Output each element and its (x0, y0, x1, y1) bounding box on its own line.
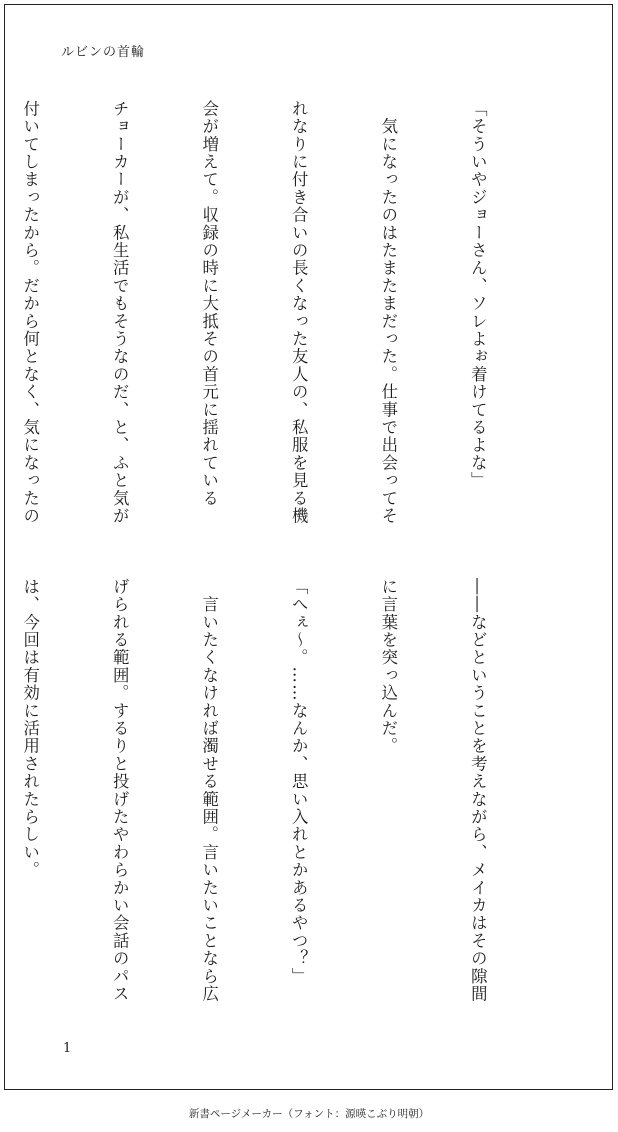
text-line: れなりに付き合いの長くなった友人の、私服を見る機 (289, 100, 309, 525)
text-line: 「へぇ～。……なんか、思い入れとかあるやつ？」 (289, 578, 309, 986)
text-line: げられる範囲。するりと投げたやわらかい会話のパス (110, 578, 130, 1003)
text-line: に言葉を突っ込んだ。 (378, 578, 398, 755)
text-block-top (20, 100, 552, 530)
footer-credit: 新書ページメーカー（フォント：源暎こぶり明朝） (188, 1108, 430, 1120)
text-line: 言いたくなければ濁せる範囲。言いたいことなら広 (199, 578, 219, 1003)
text-line: 「そういやジョーさん、ソレよぉ着けてるよな」 (468, 100, 488, 490)
page-number: 1 (63, 1041, 72, 1056)
text-line: ――などということを考えながら、メイカはその隙間 (468, 578, 488, 1003)
text-line: は、今回は有効に活用されたらしい。 (20, 578, 40, 879)
text-line: チョーカーが、私生活でもそうなのだ、と、ふと気が (110, 100, 130, 525)
text-line: 会が増えて。収録の時に大抵その首元に揺れている (199, 100, 219, 508)
text-line: 付いてしまったから。だから何となく、気になったの (20, 100, 40, 525)
book-page (4, 4, 613, 1090)
running-title: ルビンの首輪 (61, 45, 146, 60)
text-line: 気になったのはたまたまだった。仕事で出会ってそ (378, 100, 398, 525)
text-block-bottom (20, 578, 552, 1008)
